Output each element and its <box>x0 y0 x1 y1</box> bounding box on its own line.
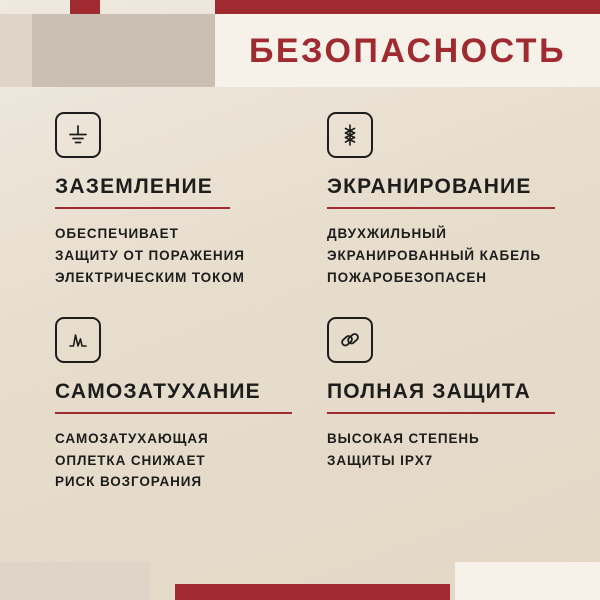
feature-description <box>55 428 321 494</box>
decor-top-left-grey <box>0 14 215 87</box>
grounding-icon <box>55 112 101 158</box>
page-title: БЕЗОПАСНОСТЬ <box>248 31 567 70</box>
features-grid <box>55 112 555 493</box>
header-panel <box>215 14 600 87</box>
feature-description-line: САМОЗАТУХАЮЩАЯ <box>55 430 209 446</box>
flame-self-extinguish-icon <box>55 317 101 363</box>
feature-rule <box>327 412 555 414</box>
decor-bottom-left-grey <box>0 562 150 600</box>
feature-card-grounding <box>55 112 327 289</box>
feature-description-line: РИСК ВОЗГОРАНИЯ <box>55 474 203 490</box>
feature-title: ЗАЗЕМЛЕНИЕ <box>55 175 213 198</box>
decor-bottom-red-bar <box>175 584 450 600</box>
feature-rule <box>327 207 555 209</box>
feature-description <box>327 223 549 289</box>
feature-title: САМОЗАТУХАНИЕ <box>55 379 261 403</box>
feature-description-line: ДВУХЖИЛЬНЫЙ <box>327 226 447 242</box>
feature-card-full-protection <box>327 317 555 494</box>
feature-rule <box>55 207 230 209</box>
feature-description-line: ЭЛЕКТРИЧЕСКИМ ТОКОМ <box>55 269 245 285</box>
decor-bottom-right-light <box>455 562 600 600</box>
feature-description-line: ОПЛЕТКА СНИЖАЕТ <box>55 452 206 468</box>
feature-title: ЭКРАНИРОВАНИЕ <box>327 175 532 198</box>
feature-description-line: ПОЖАРОБЕЗОПАСЕН <box>327 269 487 285</box>
feature-card-self-extinguishing <box>55 317 327 494</box>
feature-description-line: ЗАЩИТУ ОТ ПОРАЖЕНИЯ <box>55 247 245 263</box>
chain-link-icon <box>327 317 373 363</box>
feature-card-shielding <box>327 112 555 289</box>
decor-top-red-left <box>70 0 100 14</box>
shielding-icon <box>327 112 373 158</box>
decor-top-left-grey-inner <box>0 14 32 87</box>
feature-description <box>327 428 549 472</box>
feature-description-line: ЭКРАНИРОВАННЫЙ КАБЕЛЬ <box>327 247 541 263</box>
feature-description-line: ОБЕСПЕЧИВАЕТ <box>55 226 179 242</box>
feature-rule <box>55 412 292 414</box>
feature-description <box>55 223 321 289</box>
feature-title: ПОЛНАЯ ЗАЩИТА <box>327 379 531 403</box>
decor-top-red-bar <box>215 0 600 14</box>
feature-description-line: ЗАЩИТЫ IPX7 <box>327 452 434 468</box>
feature-description-line: ВЫСОКАЯ СТЕПЕНЬ <box>327 430 480 446</box>
